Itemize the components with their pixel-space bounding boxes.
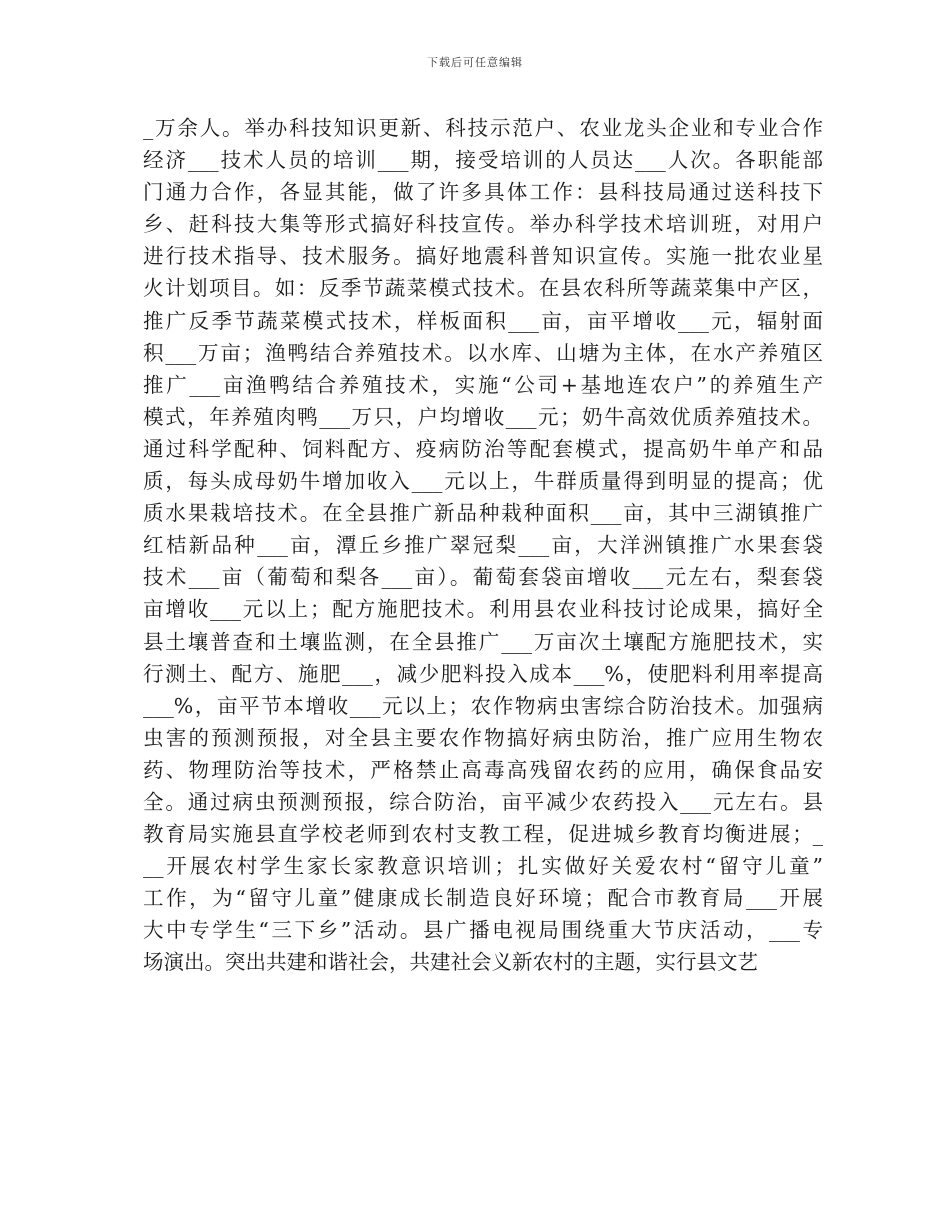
body-line: _万余人。举办科技知识更新、科技示范户、农业龙头企业和专业合作 <box>143 116 823 140</box>
body-line: 行测土、配方、施肥___，减少肥料投入成本___%，使肥料利用率提高 <box>143 661 823 686</box>
body-line: 通过科学配种、饲料配方、疫病防治等配套模式，提高奶牛单产和品 <box>143 436 823 461</box>
body-line: 火计划项目。如：反季节蔬菜模式技术。在县农科所等蔬菜集中产区， <box>143 276 823 301</box>
body-line: 经济___技术人员的培训___期，接受培训的人员达___人次。各职能部 <box>143 148 823 173</box>
body-line: 大中专学生“三下乡”活动。县广播电视局围绕重大节庆活动，___专 <box>143 918 823 943</box>
body-line: 全。通过病虫预测预报，综合防治，亩平减少农药投入___元左右。县 <box>143 789 823 814</box>
body-line: 进行技术指导、技术服务。搞好地震科普知识宣传。实施一批农业星 <box>143 244 823 269</box>
body-line: 乡、赶科技大集等形式搞好科技宣传。举办科学技术培训班，对用户 <box>143 212 823 237</box>
body-line: 技术___亩（葡萄和梨各___亩）。葡萄套袋亩增收___元左右，梨套袋 <box>143 565 823 590</box>
document-body <box>143 112 823 979</box>
body-line: __开展农村学生家长家教意识培训；扎实做好关爱农村“留守儿童” <box>143 854 823 879</box>
body-line: 教育局实施县直学校老师到农村支教工程，促进城乡教育均衡进展；_ <box>143 822 823 847</box>
body-line: 场演出。突出共建和谐社会，共建社会义新农村的主题，实行县文艺 <box>143 950 758 975</box>
body-line: 亩增收___元以上；配方施肥技术。利用县农业科技讨论成果，搞好全 <box>143 597 823 622</box>
body-line: 门通力合作，各显其能，做了许多具体工作：县科技局通过送科技下 <box>143 180 823 205</box>
body-line: 模式，年养殖肉鸭___万只，户均增收___元；奶牛高效优质养殖技术。 <box>143 404 823 429</box>
body-line: 质，每头成母奶牛增加收入___元以上，牛群质量得到明显的提高；优 <box>143 469 823 494</box>
body-line: 县土壤普查和土壤监测，在全县推广___万亩次土壤配方施肥技术，实 <box>143 629 823 654</box>
body-line: 虫害的预测预报，对全县主要农作物搞好病虫防治，推广应用生物农 <box>143 725 823 750</box>
body-line: ___%，亩平节本增收___元以上；农作物病虫害综合防治技术。加强病 <box>143 693 823 718</box>
body-line: 药、物理防治等技术，严格禁止高毒高残留农药的应用，确保食品安 <box>143 757 823 782</box>
body-line: 质水果栽培技术。在全县推广新品种栽种面积___亩，其中三湖镇推广 <box>143 501 823 526</box>
body-line: 红桔新品种___亩，潭丘乡推广翠冠梨___亩，大洋洲镇推广水果套袋 <box>143 533 823 558</box>
body-line: 积___万亩；渔鸭结合养殖技术。以水库、山塘为主体，在水产养殖区 <box>143 340 823 365</box>
body-line: 工作，为“留守儿童”健康成长制造良好环境；配合市教育局___开展 <box>143 886 823 911</box>
body-line: 推广反季节蔬菜模式技术，样板面积___亩，亩平增收___元，辐射面 <box>143 308 823 333</box>
body-line: 推广___亩渔鸭结合养殖技术，实施“公司+基地连农户”的养殖生产 <box>143 372 823 397</box>
page-header: 下载后可任意编辑 <box>427 56 523 69</box>
